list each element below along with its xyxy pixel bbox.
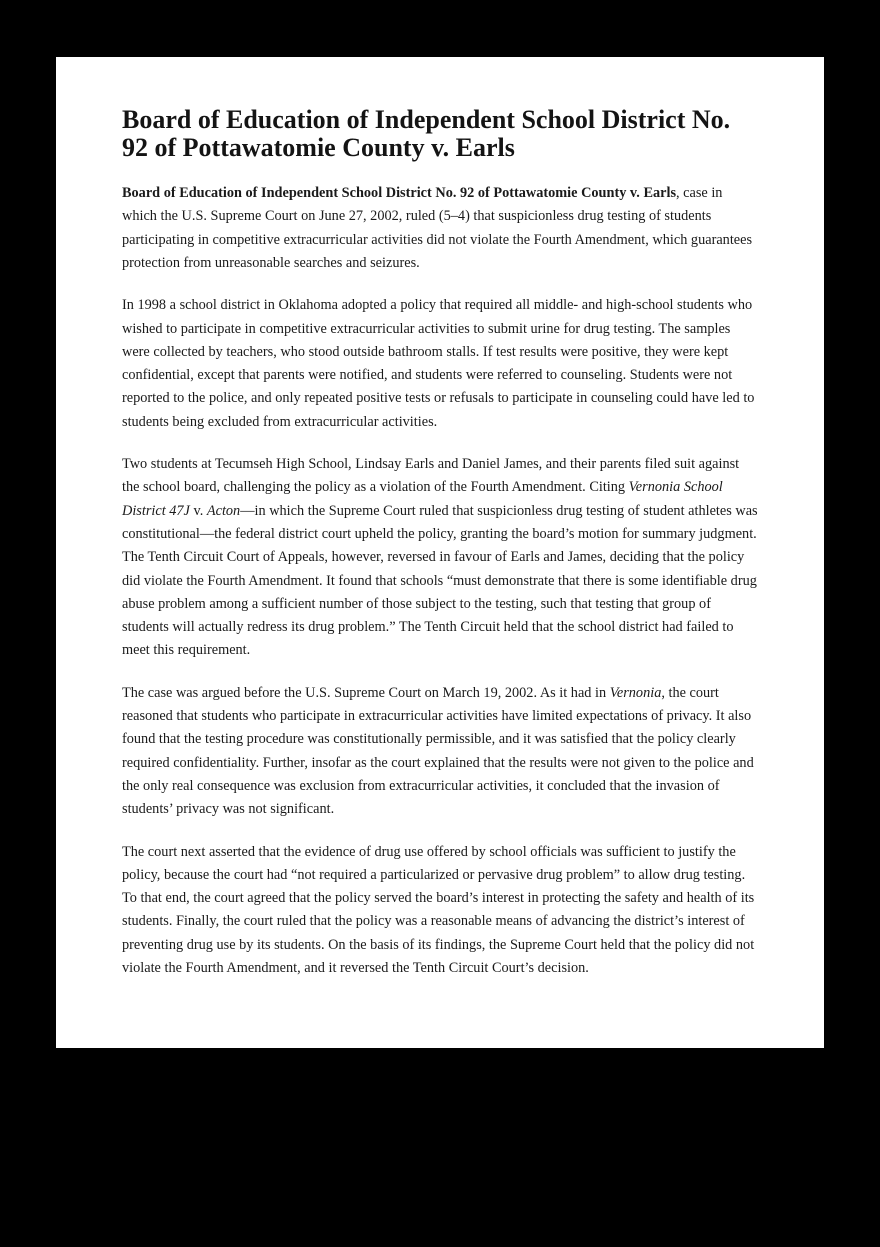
- text-segment: The case was argued before the U.S. Supreme Court on March 19, 2002. As it had in: [122, 684, 610, 701]
- italic-text-segment: Vernonia: [609, 684, 662, 701]
- paragraph: [122, 841, 758, 981]
- italic-text-segment: Acton: [206, 502, 241, 519]
- text-segment: , case in which the U.S. Supreme Court on June 27, 2002, ruled (5–4) that suspicionless drug testing of students participating in competitive extracurricular activities did not violate the Fourth Amendment, which guarantees protection from unreasonable searches and seizures.: [122, 185, 753, 271]
- paragraph: [122, 294, 758, 434]
- text-segment: v.: [189, 502, 207, 519]
- paragraph: [122, 453, 758, 663]
- text-segment: Two students at Tecumseh High School, Lindsay Earls and Daniel James, and their parents filed suit against the school board, challenging the policy as a violation of the Fourth Amendment. Citing: [122, 456, 740, 496]
- document-page: [56, 57, 824, 1048]
- page-title: Board of Education of Independent School District No. 92 of Pottawatomie County v. Earls: [122, 105, 731, 162]
- text-segment: , the court reasoned that students who participate in extracurricular activities have limited expectations of privacy. It also found that the testing procedure was constitutionally permissible, and it was satisfied that the policy clearly required confidentiality. Further, insofar as the court explained that the results were not given to the police and the only real consequence was exclusion from extracurricular activities, it concluded that the invasion of students’ privacy was not significant.: [122, 684, 754, 818]
- paragraph: [122, 682, 758, 822]
- italic-text-segment: Vernonia School District 47J: [122, 479, 723, 519]
- text-segment: In 1998 a school district in Oklahoma adopted a policy that required all middle- and high-school students who wished to participate in competitive extracurricular activities to submit urine for drug testing. The samples were collected by teachers, who stood outside bathroom stalls. If test results were positive, they were kept confidential, except that parents were notified, and students were referred to counseling. Students were not reported to the police, and only repeated positive tests or refusals to participate in counseling could have led to students being excluded from extracurricular activities.: [122, 297, 755, 430]
- article-body: [122, 182, 758, 980]
- paragraph: [122, 182, 758, 275]
- text-segment: The court next asserted that the evidence of drug use offered by school officials was sufficient to justify the policy, because the court had “not required a particularized or pervasive drug problem” to allow drug testing. To that end, the court agreed that the policy served the board’s interest in protecting the safety and health of its students. Finally, the court ruled that the policy was a reasonable means of advancing the district’s interest of preventing drug use by its students. On the basis of its findings, the Supreme Court held that the policy did not violate the Fourth Amendment, and it reversed the Tenth Circuit Court’s decision.: [122, 843, 755, 976]
- text-segment: —in which the Supreme Court ruled that suspicionless drug testing of student athletes was constitutional—the federal district court upheld the policy, granting the board’s motion for summary judgment. The Tenth Circuit Court of Appeals, however, reversed in favour of Earls and James, deciding that the policy did violate the Fourth Amendment. It found that schools “must demonstrate that there is some identifiable drug abuse problem among a sufficient number of those subject to the testing, such that testing that group of students will actually redress its drug problem.” The Tenth Circuit held that the school district had failed to meet this requirement.: [122, 502, 758, 659]
- bold-text-segment: Board of Education of Independent School District No. 92 of Pottawatomie County v. Earls: [122, 185, 677, 202]
